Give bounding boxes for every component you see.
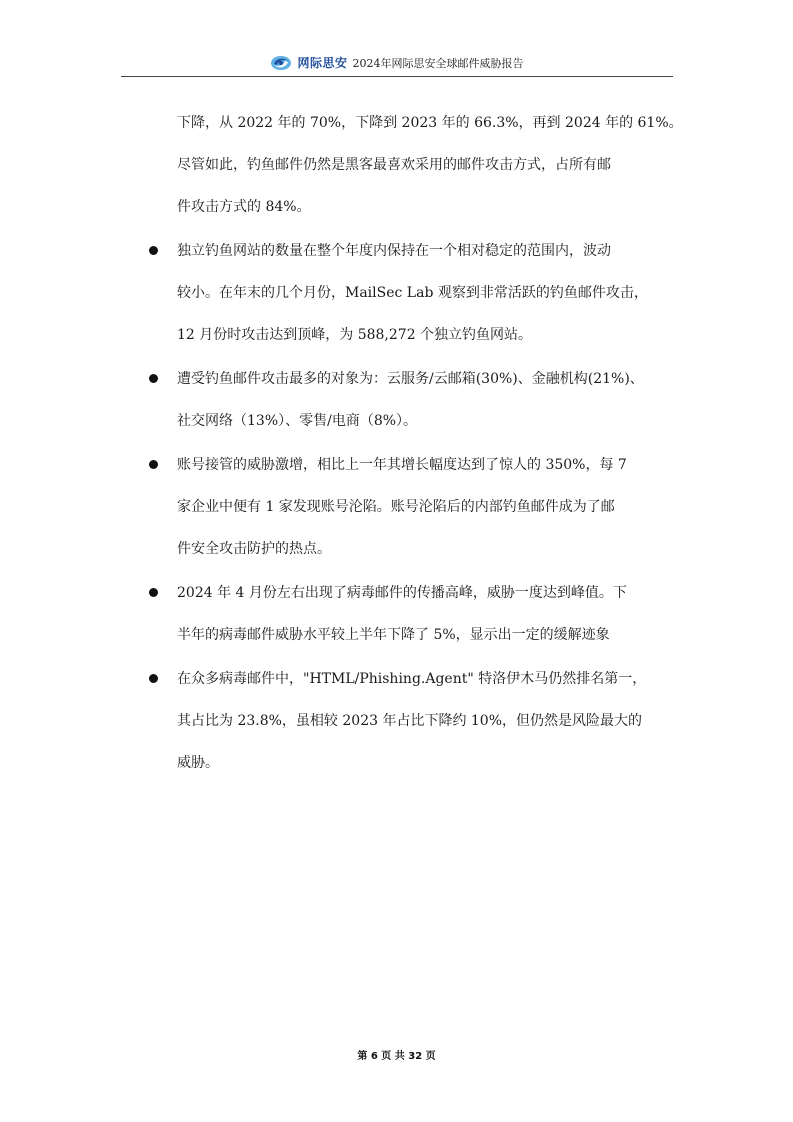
text-line: 下降，从 2022 年的 70%，下降到 2023 年的 66.3%，再到 2024 年的 61%。: [177, 115, 683, 131]
header-inner: [121, 54, 673, 71]
document-body: [147, 102, 683, 786]
page-number: 第 6 页 共 32 页: [357, 1051, 436, 1062]
bullet-item-phishing-sites: [147, 230, 677, 356]
text-line: 件攻击方式的 84%。: [177, 199, 311, 215]
bullet-item-targets: [147, 358, 677, 442]
text-line: 独立钓鱼网站的数量在整个年度内保持在一个相对稳定的范围内，波动: [177, 243, 611, 259]
text-line: 尽管如此，钓鱼邮件仍然是黑客最喜欢采用的邮件攻击方式，占所有邮: [177, 157, 611, 173]
bullet-icon: [149, 674, 158, 683]
text-line: 社交网络（13%）、零售/电商（8%）。: [177, 413, 418, 429]
text-line: 账号接管的威胁激增，相比上一年其增长幅度达到了惊人的 350%，每 7: [177, 457, 627, 473]
bullet-item-virus-peak: [147, 572, 677, 656]
bullet-item-trojan: [147, 658, 677, 784]
brand-name: 网际思安: [297, 56, 348, 70]
text-line: 半年的病毒邮件威胁水平较上半年下降了 5%，显示出一定的缓解迹象: [177, 627, 610, 643]
text-line: 威胁。: [177, 755, 219, 771]
page-header: [121, 52, 673, 77]
report-title: 2024年网际思安全球邮件威胁报告: [352, 56, 524, 70]
text-line: 在众多病毒邮件中，"HTML/Phishing.Agent" 特洛伊木马仍然排名第一，: [177, 671, 647, 687]
bullet-icon: [149, 588, 158, 597]
bullet-icon: [149, 374, 158, 383]
text-line: 件安全攻击防护的热点。: [177, 541, 331, 557]
bullet-icon: [149, 460, 158, 469]
text-line: 2024 年 4 月份左右出现了病毒邮件的传播高峰，威胁一度达到峰值。下: [177, 585, 627, 601]
bullet-item-account-takeover: [147, 444, 677, 570]
bullet-icon: [149, 246, 158, 255]
swirl-logo-icon: [270, 55, 292, 71]
text-line: 较小。在年末的几个月份，MailSec Lab 观察到非常活跃的钓鱼邮件攻击，: [177, 285, 648, 301]
text-line: 家企业中便有 1 家发现账号沦陷。账号沦陷后的内部钓鱼邮件成为了邮: [177, 499, 615, 515]
intro-paragraph: [147, 102, 683, 228]
text-line: 12 月份时攻击达到顶峰，为 588,272 个独立钓鱼网站。: [177, 327, 533, 343]
text-line: 其占比为 23.8%，虽相较 2023 年占比下降约 10%，但仍然是风险最大的: [177, 713, 643, 729]
text-line: 遭受钓鱼邮件攻击最多的对象为：云服务/云邮箱(30%)、金融机构(21%)、: [177, 371, 644, 387]
